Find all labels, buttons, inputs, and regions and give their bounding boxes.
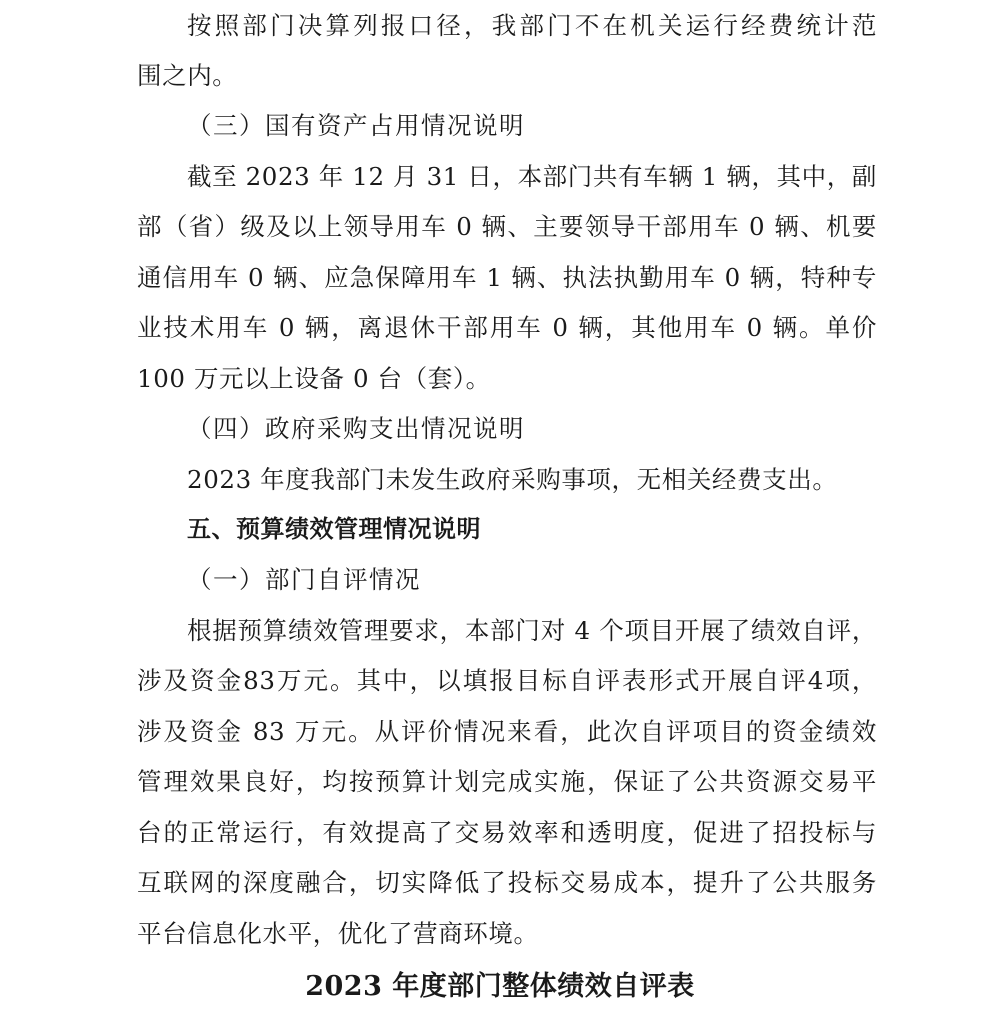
paragraph-line: 围之内。 xyxy=(137,61,238,90)
chapter-heading-performance: 五、预算绩效管理情况说明 xyxy=(187,515,481,543)
paragraph-line: 截至 2023 年 12 月 31 日，本部门共有车辆 1 辆，其中，副 xyxy=(187,162,877,191)
section-heading-self-evaluation: （一）部门自评情况 xyxy=(187,565,421,594)
paragraph-line: 部（省）级及以上领导用车 0 辆、主要领导干部用车 0 辆、机要 xyxy=(137,212,877,241)
paragraph-line: 台的正常运行，有效提高了交易效率和透明度，促进了招投标与 xyxy=(137,818,877,847)
table-title: 2023 年度部门整体绩效自评表 xyxy=(305,971,695,1002)
section-heading-assets: （三）国有资产占用情况说明 xyxy=(187,111,525,140)
paragraph-line: 管理效果良好，均按预算计划完成实施，保证了公共资源交易平 xyxy=(137,767,877,796)
paragraph-line: 2023 年度我部门未发生政府采购事项，无相关经费支出。 xyxy=(187,465,838,494)
paragraph-line: 平台信息化水平，优化了营商环境。 xyxy=(137,919,539,948)
paragraph-line: 根据预算绩效管理要求，本部门对 4 个项目开展了绩效自评， xyxy=(187,616,877,645)
paragraph-line: 涉及资金 83 万元。从评价情况来看，此次自评项目的资金绩效 xyxy=(137,717,877,746)
paragraph-line: 互联网的深度融合，切实降低了投标交易成本，提升了公共服务 xyxy=(137,868,877,897)
section-heading-procurement: （四）政府采购支出情况说明 xyxy=(187,414,525,443)
paragraph-line: 按照部门决算列报口径，我部门不在机关运行经费统计范 xyxy=(187,11,877,40)
paragraph-line: 通信用车 0 辆、应急保障用车 1 辆、执法执勤用车 0 辆，特种专 xyxy=(137,263,877,292)
paragraph-line: 100 万元以上设备 0 台（套）。 xyxy=(137,364,491,393)
paragraph-line: 业技术用车 0 辆，离退休干部用车 0 辆，其他用车 0 辆。单价 xyxy=(137,313,877,342)
paragraph-line: 涉及资金83万元。其中，以填报目标自评表形式开展自评4项， xyxy=(137,666,877,695)
